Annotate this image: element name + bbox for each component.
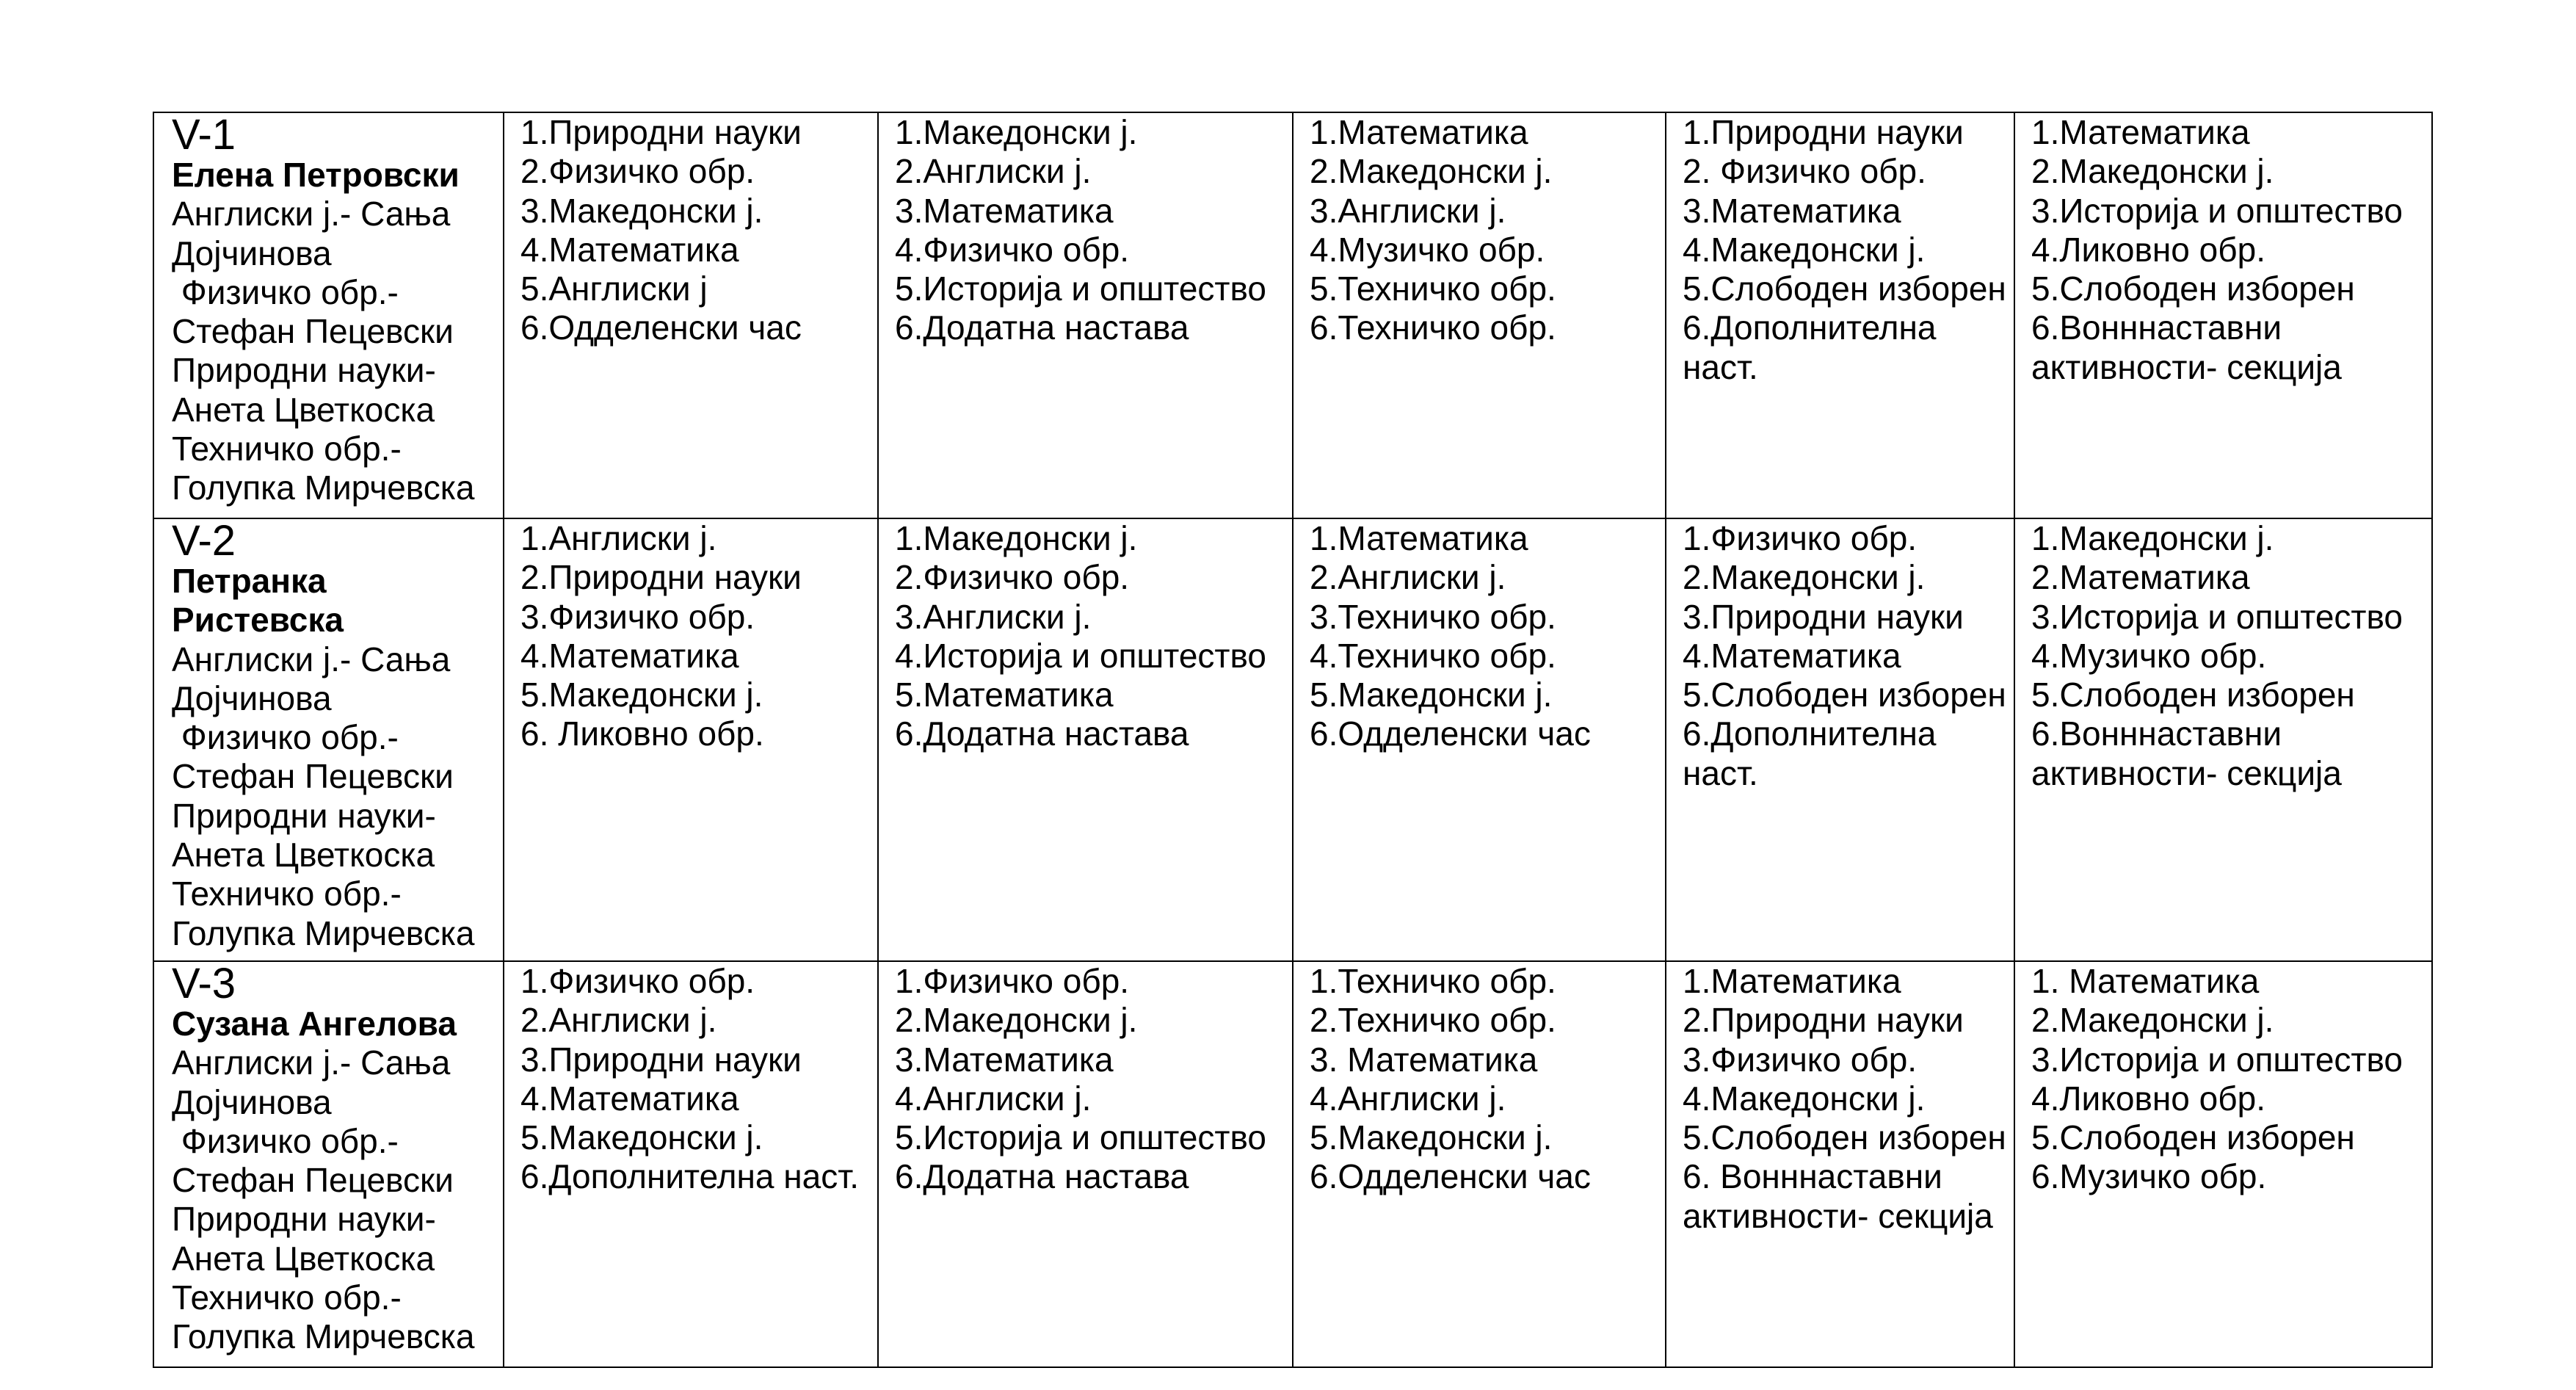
class-info-cell <box>153 518 504 961</box>
lesson-item: 4.Ликовно обр. <box>2031 1079 2265 1118</box>
lesson-item: 4.Англиски ј. <box>895 1079 1092 1118</box>
subject-teacher-line: Голупка Мирчевска <box>172 913 475 952</box>
lesson-item: 2.Англиски ј. <box>520 1001 717 1040</box>
lesson-item: 3.Историја и општество <box>2031 597 2403 636</box>
class-code: V-3 <box>172 960 236 1007</box>
class-code: V-2 <box>172 517 236 565</box>
lesson-item: 6.Дополнителна наст. <box>1683 308 1946 386</box>
day-schedule-cell <box>1293 112 1666 518</box>
lesson-item: 5.Слободен изборен <box>2031 676 2355 714</box>
class-info-content <box>154 962 503 1357</box>
lesson-item: 2.Математика <box>2031 558 2250 597</box>
subject-teacher-line: Природни науки- <box>172 796 436 835</box>
class-code: V-1 <box>172 111 236 159</box>
lesson-item: 2.Техничко обр. <box>1310 1001 1556 1040</box>
day-schedule-cell <box>504 112 878 518</box>
lesson-item: 1.Физичко обр. <box>520 962 755 1000</box>
lesson-item: 1.Англиски ј. <box>520 519 717 557</box>
lesson-item: 6.Дополнителна наст. <box>1683 714 1946 792</box>
lesson-item: 3.Англиски ј. <box>895 597 1092 636</box>
lesson-item: 1.Македонски ј. <box>2031 519 2274 557</box>
class-row <box>153 518 2432 961</box>
class-row <box>153 112 2432 518</box>
subject-teacher-line: Голупка Мирчевска <box>172 1317 475 1356</box>
day-schedule-cell <box>504 518 878 961</box>
lesson-item: 5.Слободен изборен <box>1683 269 2006 308</box>
subject-teacher-line: Стефан Пецевски <box>172 312 454 351</box>
subject-teacher-line: Анета Цветкоска <box>172 1239 435 1278</box>
lesson-item: 6.Одделенски час <box>1310 1157 1591 1196</box>
lesson-item: 6. Вонннаставни активности- секција <box>1683 1157 1993 1235</box>
lesson-item: 1. Математика <box>2031 962 2260 1000</box>
day-schedule-cell <box>1666 961 2014 1367</box>
lesson-item: 5.Слободен изборен <box>2031 1118 2355 1157</box>
lesson-item: 1.Физичко обр. <box>895 962 1130 1000</box>
subject-teacher-line: Анета Цветкоска <box>172 390 435 429</box>
day-lessons <box>2015 962 2431 1197</box>
lesson-item: 6.Музичко обр. <box>2031 1157 2267 1196</box>
lesson-item: 3.Македонски ј. <box>520 191 763 230</box>
lesson-item: 3.Техничко обр. <box>1310 597 1556 636</box>
lesson-item: 6.Додатна настава <box>895 1157 1189 1196</box>
subject-teacher-line: Англиски ј.- Сања <box>172 640 451 678</box>
lesson-item: 3.Математика <box>1683 191 1901 230</box>
subject-teacher-line: Англиски ј.- Сања <box>172 195 451 234</box>
class-info-content <box>154 519 503 953</box>
lesson-item: 3.Физичко обр. <box>520 597 755 636</box>
day-schedule-cell <box>1293 518 1666 961</box>
lesson-item: 4.Математика <box>520 636 739 675</box>
subject-teacher-line: Природни науки- <box>172 351 436 390</box>
lesson-item: 3.Математика <box>895 191 1114 230</box>
lesson-item: 1.Математика <box>1683 962 1901 1000</box>
day-schedule-cell <box>1666 518 2014 961</box>
class-info-content <box>154 113 503 508</box>
day-lessons <box>1666 519 2014 793</box>
lesson-item: 6.Дополнителна наст. <box>520 1157 859 1196</box>
subject-teacher-line: Дојчинова <box>172 1082 332 1121</box>
lesson-item: 6. Ликовно обр. <box>520 714 764 753</box>
lesson-item: 4.Техничко обр. <box>1310 636 1556 675</box>
lesson-item: 2.Македонски ј. <box>2031 152 2274 191</box>
lesson-item: 3.Математика <box>895 1040 1114 1079</box>
lesson-item: 1.Природни науки <box>1683 113 1964 151</box>
lesson-item: 2.Англиски ј. <box>895 152 1092 191</box>
day-lessons <box>1294 962 1665 1197</box>
lesson-item: 4.Музичко обр. <box>2031 636 2267 675</box>
subject-teacher-line: Техничко обр.- <box>172 430 402 468</box>
subject-teacher-line: Дојчинова <box>172 234 332 272</box>
day-schedule-cell <box>878 112 1293 518</box>
class-info-cell <box>153 112 504 518</box>
lesson-item: 3.Природни науки <box>1683 597 1964 636</box>
lesson-item: 1.Математика <box>1310 113 1528 151</box>
day-schedule-cell <box>2014 112 2432 518</box>
lesson-item: 4.Математика <box>520 1079 739 1118</box>
day-lessons <box>879 113 1292 348</box>
lesson-item: 3. Математика <box>1310 1040 1538 1079</box>
schedule-body <box>153 112 2432 1367</box>
lesson-item: 5.Македонски ј. <box>520 676 763 714</box>
lesson-item: 3.Историја и општество <box>2031 1040 2403 1079</box>
lesson-item: 2.Природни науки <box>1683 1001 1964 1040</box>
subject-teacher-line: Анета Цветкоска <box>172 836 435 875</box>
day-schedule-cell <box>878 518 1293 961</box>
lesson-item: 4.Музичко обр. <box>1310 230 1545 269</box>
lesson-item: 5.Слободен изборен <box>2031 269 2355 308</box>
lesson-item: 6.Вонннаставни активности- секција <box>2031 714 2342 792</box>
class-row <box>153 961 2432 1367</box>
subject-teacher-line: Стефан Пецевски <box>172 1161 454 1200</box>
day-schedule-cell <box>878 961 1293 1367</box>
lesson-item: 5.Историја и општество <box>895 1118 1266 1157</box>
lesson-item: 5.Македонски ј. <box>1310 1118 1553 1157</box>
lesson-item: 4.Математика <box>1683 636 1901 675</box>
day-schedule-cell <box>2014 518 2432 961</box>
lesson-item: 6.Одделенски час <box>520 308 802 347</box>
lesson-item: 5.Историја и општество <box>895 269 1266 308</box>
day-lessons <box>1666 962 2014 1236</box>
lesson-item: 5.Математика <box>895 676 1114 714</box>
class-info-cell <box>153 961 504 1367</box>
lesson-item: 6.Одделенски час <box>1310 714 1591 753</box>
class-teacher-name: Сузана Ангелова <box>172 1005 457 1043</box>
lesson-item: 4.Англиски ј. <box>1310 1079 1506 1118</box>
lesson-item: 1.Физичко обр. <box>1683 519 1918 557</box>
day-lessons <box>1666 113 2014 387</box>
day-lessons <box>2015 519 2431 793</box>
lesson-item: 1.Математика <box>2031 113 2250 151</box>
day-lessons <box>1294 519 1665 754</box>
lesson-item: 4.Македонски ј. <box>1683 230 1926 269</box>
lesson-item: 2.Македонски ј. <box>1310 152 1553 191</box>
lesson-item: 1.Математика <box>1310 519 1528 557</box>
day-lessons <box>504 519 877 754</box>
lesson-item: 4.Физичко обр. <box>895 230 1130 269</box>
lesson-item: 5.Техничко обр. <box>1310 269 1556 308</box>
lesson-item: 3.Природни науки <box>520 1040 802 1079</box>
lesson-item: 5.Слободен изборен <box>1683 676 2006 714</box>
class-teacher-name: Петранка Ристевска <box>172 562 344 640</box>
lesson-item: 1.Македонски ј. <box>895 113 1138 151</box>
schedule-table <box>153 112 2433 1368</box>
subject-teacher-line: Природни науки- <box>172 1200 436 1239</box>
day-lessons <box>879 519 1292 754</box>
class-teacher-name: Елена Петровски <box>172 156 460 194</box>
subject-teacher-line: Голупка Мирчевска <box>172 468 475 507</box>
day-lessons <box>1294 113 1665 348</box>
subject-teacher-line: Дојчинова <box>172 678 332 717</box>
subject-teacher-line: Стефан Пецевски <box>172 757 454 796</box>
lesson-item: 5.Македонски ј. <box>1310 676 1553 714</box>
lesson-item: 6.Додатна настава <box>895 714 1189 753</box>
lesson-item: 4.Македонски ј. <box>1683 1079 1926 1118</box>
day-schedule-cell <box>504 961 878 1367</box>
subject-teacher-line: Англиски ј.- Сања <box>172 1043 451 1082</box>
subject-teacher-line: Физичко обр.- <box>172 272 399 311</box>
lesson-item: 1.Македонски ј. <box>895 519 1138 557</box>
day-lessons <box>2015 113 2431 387</box>
lesson-item: 1.Природни науки <box>520 113 802 151</box>
lesson-item: 2.Природни науки <box>520 558 802 597</box>
lesson-item: 5.Слободен изборен <box>1683 1118 2006 1157</box>
day-schedule-cell <box>1666 112 2014 518</box>
lesson-item: 3.Англиски ј. <box>1310 191 1506 230</box>
lesson-item: 5.Англиски ј <box>520 269 708 308</box>
day-schedule-cell <box>2014 961 2432 1367</box>
lesson-item: 5.Македонски ј. <box>520 1118 763 1157</box>
lesson-item: 3.Историја и општество <box>2031 191 2403 230</box>
lesson-item: 2.Физичко обр. <box>895 558 1130 597</box>
lesson-item: 6.Техничко обр. <box>1310 308 1556 347</box>
subject-teacher-line: Физичко обр.- <box>172 1121 399 1160</box>
lesson-item: 1.Техничко обр. <box>1310 962 1556 1000</box>
subject-teacher-line: Техничко обр.- <box>172 1278 402 1317</box>
day-lessons <box>879 962 1292 1197</box>
lesson-item: 2.Македонски ј. <box>2031 1001 2274 1040</box>
lesson-item: 2.Физичко обр. <box>520 152 755 191</box>
subject-teacher-line: Техничко обр.- <box>172 875 402 913</box>
lesson-item: 2.Македонски ј. <box>1683 558 1926 597</box>
lesson-item: 4.Ликовно обр. <box>2031 230 2265 269</box>
lesson-item: 6.Вонннаставни активности- секција <box>2031 308 2342 386</box>
lesson-item: 2.Англиски ј. <box>1310 558 1506 597</box>
lesson-item: 6.Додатна настава <box>895 308 1189 347</box>
lesson-item: 3.Физичко обр. <box>1683 1040 1918 1079</box>
day-schedule-cell <box>1293 961 1666 1367</box>
day-lessons <box>504 962 877 1197</box>
lesson-item: 4.Историја и општество <box>895 636 1266 675</box>
lesson-item: 4.Математика <box>520 230 739 269</box>
lesson-item: 2. Физичко обр. <box>1683 152 1926 191</box>
day-lessons <box>504 113 877 348</box>
subject-teacher-line: Физичко обр.- <box>172 718 399 757</box>
lesson-item: 2.Македонски ј. <box>895 1001 1138 1040</box>
